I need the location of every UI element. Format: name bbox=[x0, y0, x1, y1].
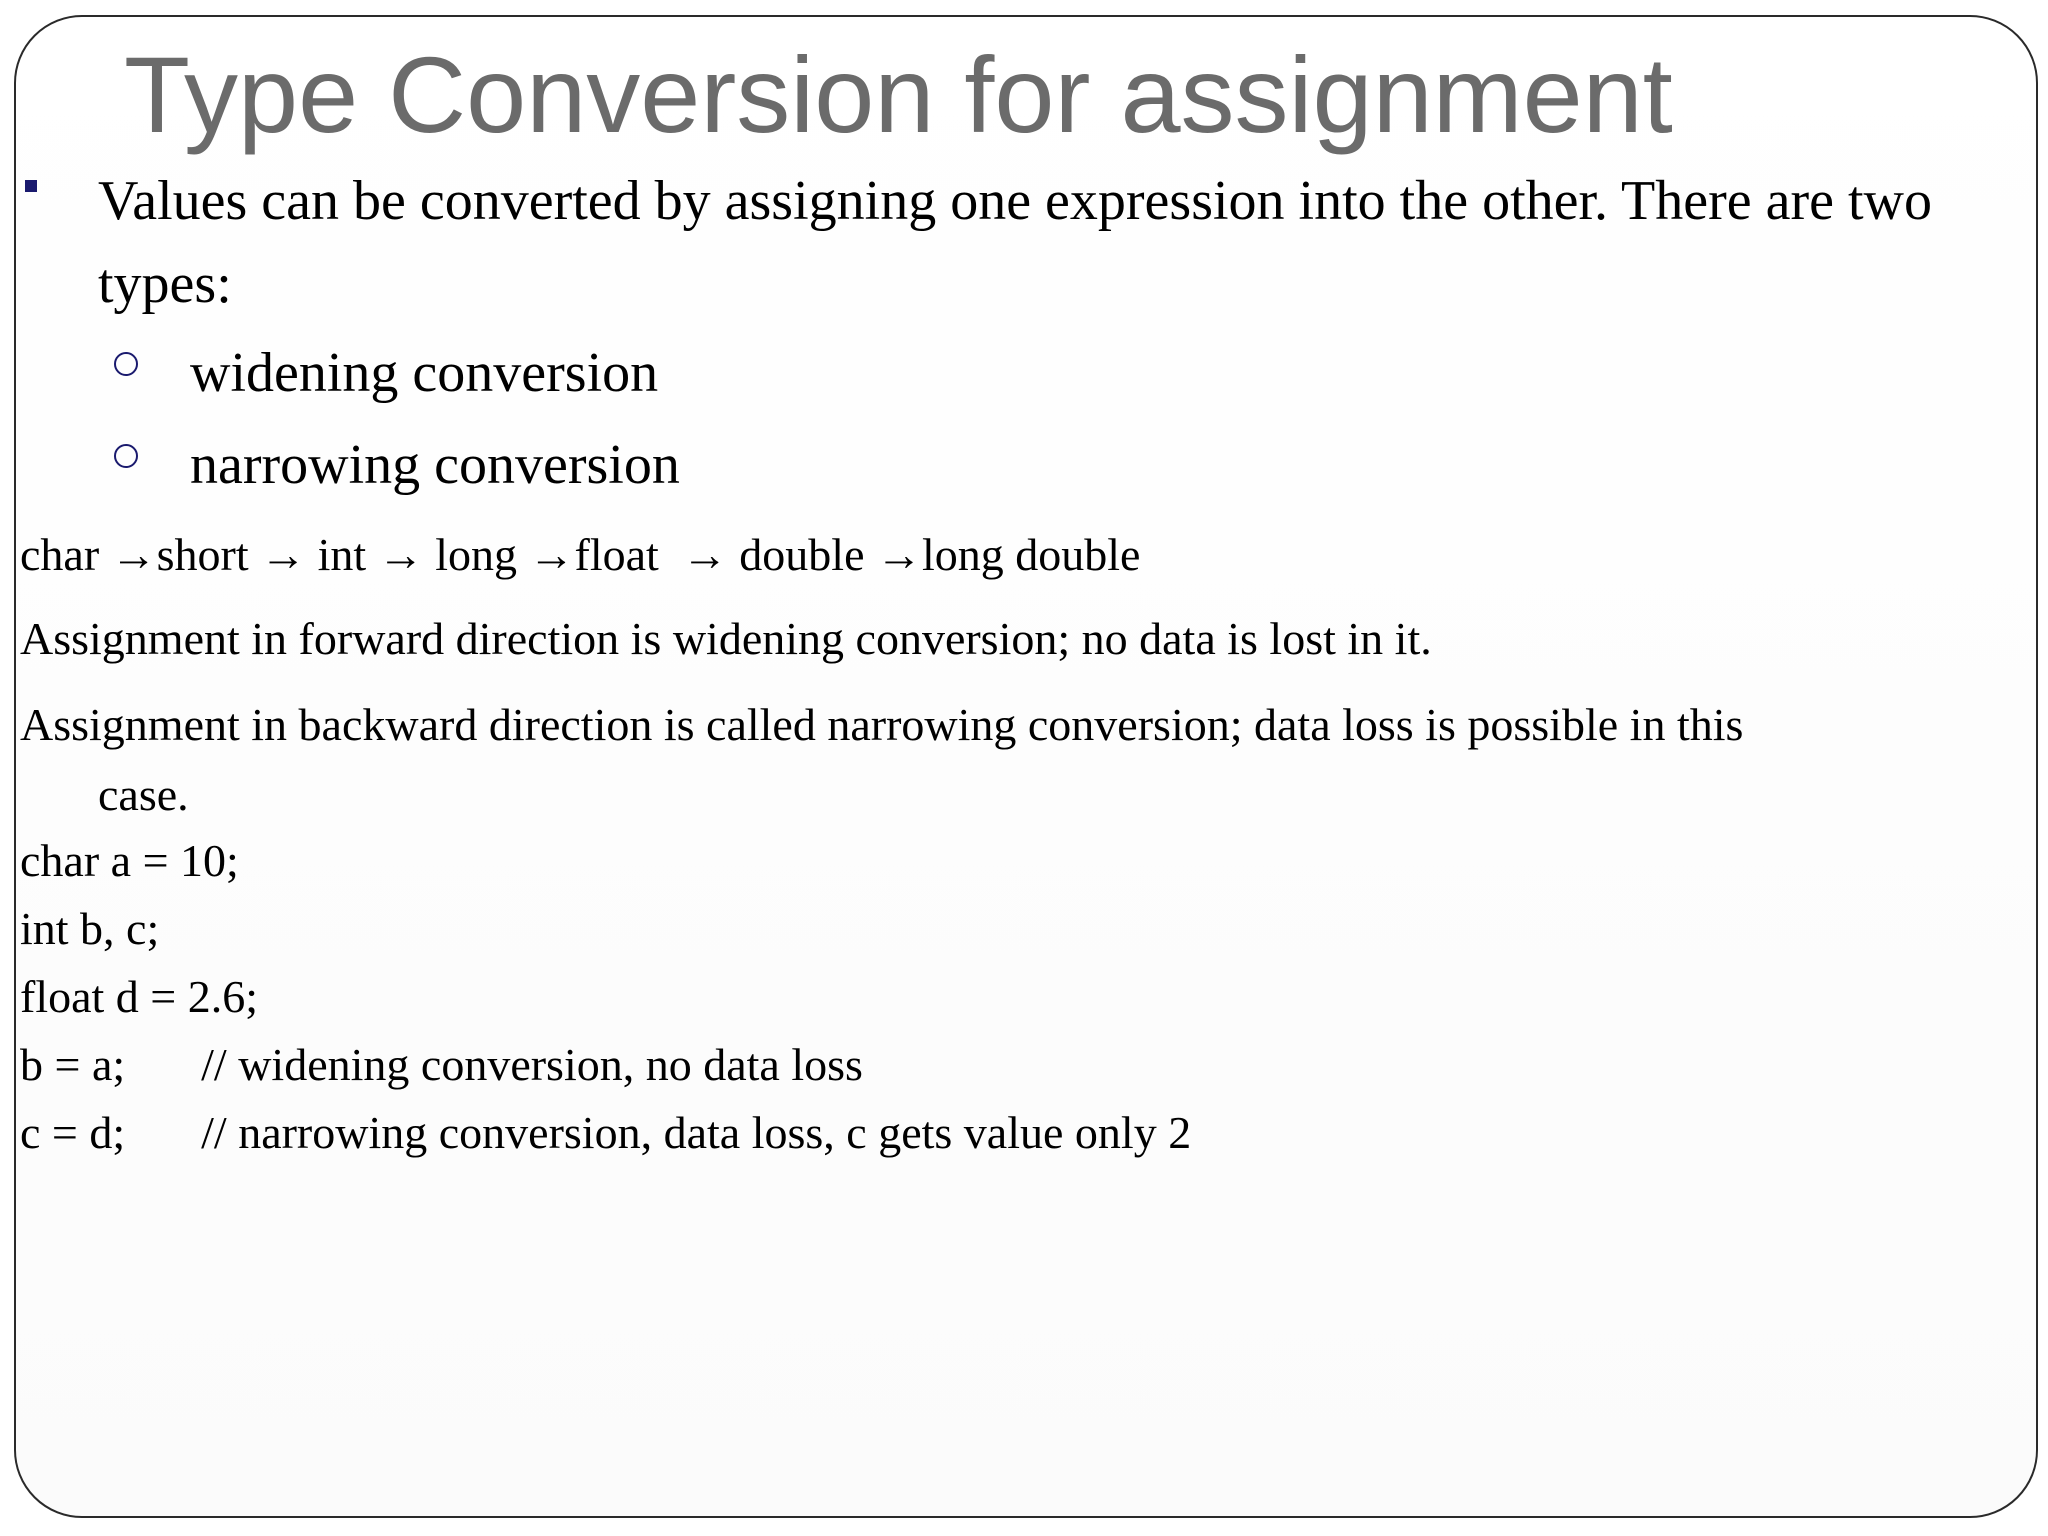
code-line: int b, c; bbox=[20, 903, 160, 954]
chain-type: long double bbox=[922, 529, 1141, 580]
code-comment: // widening conversion, no data loss bbox=[201, 1039, 863, 1090]
arrow-icon: → bbox=[260, 529, 307, 580]
type-item-narrowing: narrowing conversion bbox=[114, 425, 680, 505]
code-line: float d = 2.6; bbox=[20, 971, 259, 1022]
arrow-icon: → bbox=[876, 529, 922, 580]
code-line: c = d; // narrowing conversion, data loss, c gets value only 2 bbox=[20, 1102, 1191, 1164]
arrow-icon: → bbox=[110, 529, 157, 580]
circle-bullet-icon bbox=[114, 444, 138, 468]
type-item-widening: widening conversion bbox=[114, 333, 658, 413]
backward-direction-text: Assignment in backward direction is called narrowing conversion; data loss is possible in this case. bbox=[20, 699, 1744, 820]
chain-type: float bbox=[574, 529, 659, 580]
slide-title: Type Conversion for assignment bbox=[124, 34, 1673, 155]
chain-type: double bbox=[739, 529, 865, 580]
arrow-icon: → bbox=[528, 529, 575, 580]
chain-type: int bbox=[317, 529, 367, 580]
code-comment: // narrowing conversion, data loss, c gets value only 2 bbox=[201, 1107, 1192, 1158]
conversion-chain bbox=[20, 524, 1140, 586]
chain-type: char bbox=[20, 529, 100, 580]
square-bullet-icon bbox=[25, 180, 37, 192]
chain-type: long bbox=[435, 529, 517, 580]
arrow-icon: → bbox=[681, 529, 728, 580]
intro-bullet: Values can be converted by assigning one expression into the other. There are two types: bbox=[98, 170, 1932, 315]
arrow-icon: → bbox=[377, 529, 424, 580]
forward-direction-text: Assignment in forward direction is widening conversion; no data is lost in it. bbox=[20, 613, 1432, 664]
code-line: b = a; // widening conversion, no data loss bbox=[20, 1034, 863, 1096]
chain-type: short bbox=[156, 529, 249, 580]
circle-bullet-icon bbox=[114, 352, 138, 376]
code-line: char a = 10; bbox=[20, 835, 239, 886]
